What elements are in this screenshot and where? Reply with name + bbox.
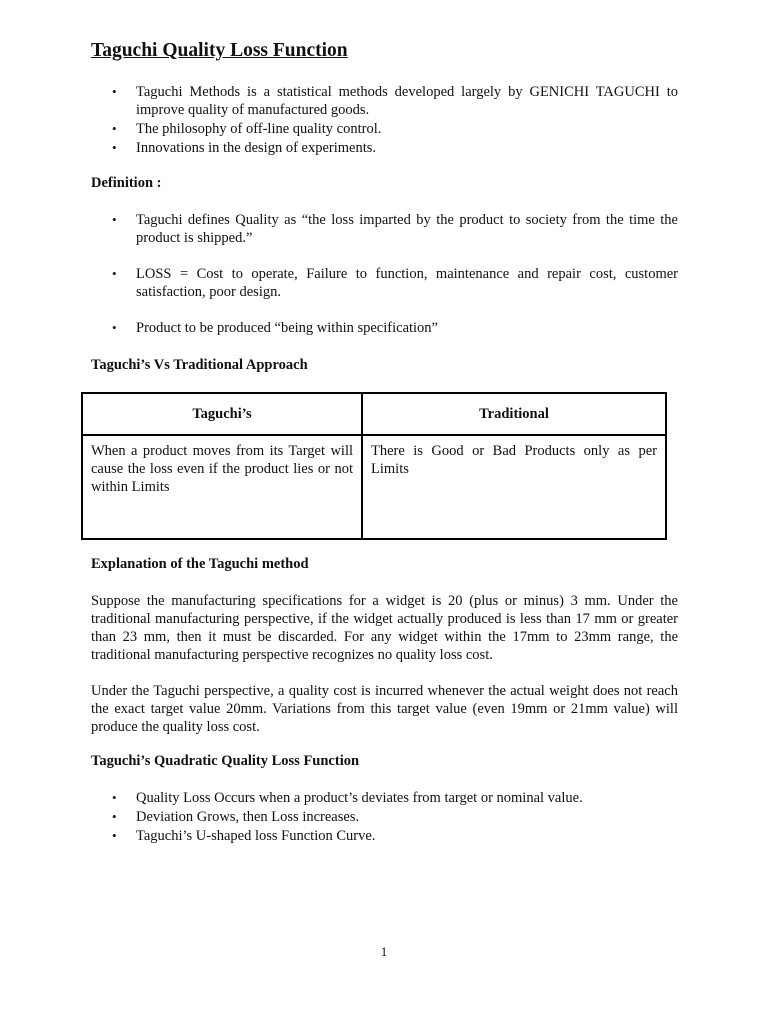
- list-item: • Deviation Grows, then Loss increases.: [91, 808, 678, 826]
- list-item: • Taguchi’s U-shaped loss Function Curve.: [91, 827, 678, 845]
- intro-bullet-list: [91, 83, 678, 157]
- explanation-heading: Explanation of the Taguchi method: [91, 556, 309, 572]
- column-header-taguchi: Taguchi’s: [82, 393, 362, 435]
- quadratic-heading: Taguchi’s Quadratic Quality Loss Function: [91, 753, 360, 769]
- comparison-heading: Taguchi’s Vs Traditional Approach: [91, 357, 308, 373]
- table-header-row: [82, 393, 666, 435]
- column-header-traditional: Traditional: [362, 393, 666, 435]
- explanation-paragraph: Under the Taguchi perspective, a quality cost is incurred whenever the actual weight does not reach the exact target value 20mm. Variations from this target value (even 19mm or 21mm value) will produce the quality loss cost.: [91, 683, 678, 735]
- explanation-paragraph: Suppose the manufacturing specifications for a widget is 20 (plus or minus) 3 mm. Under the traditional manufacturing perspective, if the widget actually produced is less than 17 mm or greater than 23 mm, then it must be discarded. For any widget within the 17mm to 23mm range, the traditional manufacturing perspective recognizes no quality loss cost.: [91, 593, 678, 663]
- table-cell-traditional: There is Good or Bad Products only as per Limits: [362, 435, 666, 539]
- list-item: • LOSS = Cost to operate, Failure to function, maintenance and repair cost, customer satisfaction, poor design.: [91, 265, 678, 301]
- list-item: • Quality Loss Occurs when a product’s deviates from target or nominal value.: [91, 789, 678, 807]
- page-title: Taguchi Quality Loss Function: [91, 40, 348, 61]
- list-item: • Innovations in the design of experiments.: [91, 139, 678, 157]
- page-number: 1: [380, 944, 388, 959]
- list-item: • The philosophy of off-line quality control.: [91, 120, 678, 138]
- definition-heading: Definition :: [91, 175, 162, 191]
- comparison-table: [81, 392, 667, 540]
- list-item: • Taguchi Methods is a statistical methods developed largely by GENICHI TAGUCHI to improve quality of manufactured goods.: [91, 83, 678, 119]
- list-item: • Taguchi defines Quality as “the loss imparted by the product to society from the time the product is shipped.”: [91, 211, 678, 247]
- table-cell-taguchi: When a product moves from its Target will cause the loss even if the product lies or not within Limits: [82, 435, 362, 539]
- definition-bullet-list: [91, 211, 678, 337]
- list-item: • Product to be produced “being within specification”: [91, 319, 678, 337]
- table-row: [82, 435, 666, 539]
- quadratic-bullet-list: [91, 789, 678, 845]
